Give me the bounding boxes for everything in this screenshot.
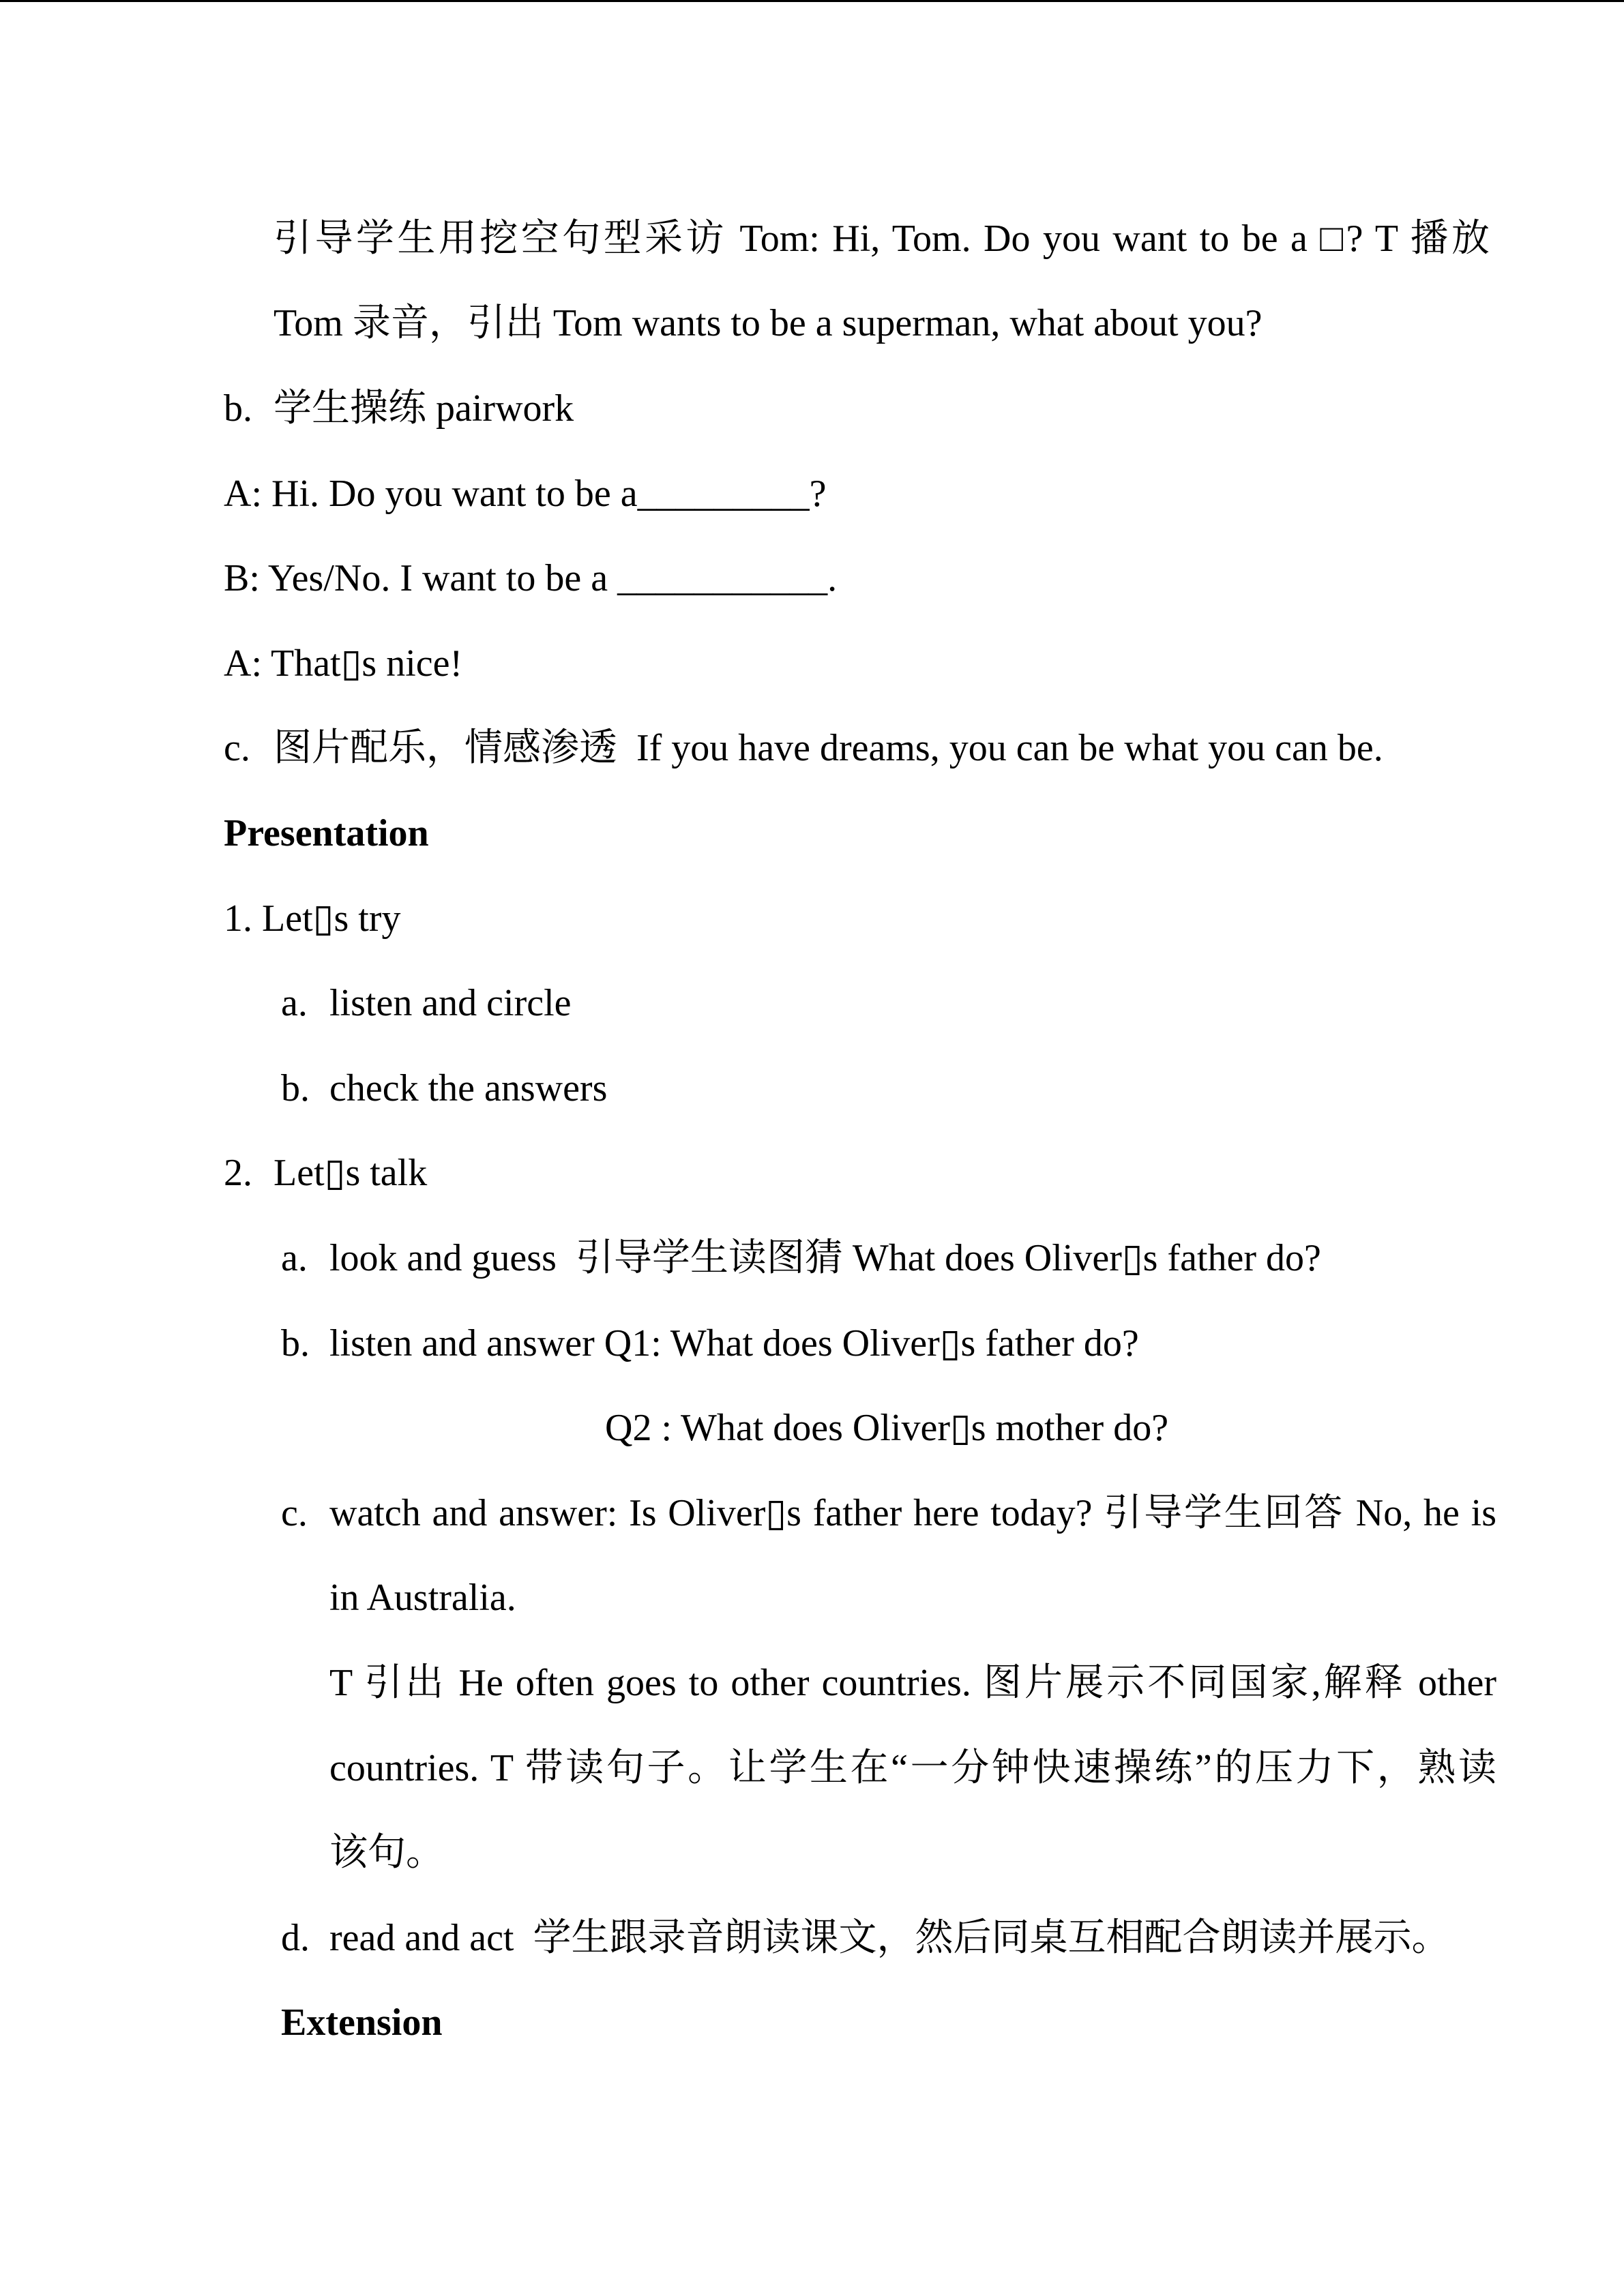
dialogue-text: B: Yes/No. I want to be a ___________. — [224, 557, 838, 600]
page-top-border — [0, 0, 1624, 2]
list-item-text: look and guess 引导学生读图猜 What does Oliver▯s father do? — [329, 1236, 1321, 1279]
list-item-label: b. — [281, 1067, 310, 1109]
list-item-text: T 引出 He often goes to other countries. 图片展示不同国家,解释 other — [329, 1661, 1496, 1704]
list-item-text: countries. T 带读句子。让学生在“一分钟快速操练”的压力下，熟读 — [329, 1746, 1496, 1789]
step2-item-c-line-4 — [0, 1726, 1624, 1811]
presentation-heading: Presentation — [224, 811, 429, 854]
list-item-text: listen and answer Q1: What does Oliver▯s father do? — [329, 1322, 1139, 1365]
step2-label: 2. — [224, 1152, 252, 1195]
dialogue-text: A: Hi. Do you want to be a_________? — [224, 472, 827, 515]
list-item-text: in Australia. — [329, 1577, 516, 1620]
list-item-label: a. — [281, 1236, 308, 1279]
dialogue-line-a1 — [0, 451, 1624, 537]
step2-item-d — [0, 1896, 1624, 1981]
step2-item-c-line-5 — [0, 1810, 1624, 1896]
extension-section — [0, 1980, 1624, 2066]
step1-item-a — [0, 961, 1624, 1046]
list-item-label: d. — [281, 1916, 310, 1959]
step2-item-b — [0, 1301, 1624, 1386]
pairwork-text: 学生操练 pairwork — [274, 387, 574, 430]
dialogue-line-a2 — [0, 621, 1624, 706]
step2-item-c — [0, 1471, 1624, 1556]
extension-heading: Extension — [281, 2001, 443, 2044]
step2-title: Let▯s talk — [274, 1152, 428, 1195]
intro-text-2: Tom 录音，引出 Tom wants to be a superman, what about you? — [274, 302, 1263, 345]
dialogue-text: A: That▯s nice! — [224, 642, 463, 685]
music-text: 图片配乐，情感渗透 If you have dreams, you can be what you can be. — [274, 727, 1383, 770]
step2-item-c-line-3 — [0, 1641, 1624, 1726]
step2-item-b-continuation — [0, 1386, 1624, 1471]
list-item-text: listen and circle — [329, 982, 572, 1025]
step2-item-c-line-2 — [0, 1555, 1624, 1641]
step1-title-line — [0, 876, 1624, 961]
list-item-label: b. — [281, 1322, 310, 1365]
dialogue-line-b — [0, 536, 1624, 621]
presentation-section — [0, 791, 1624, 876]
intro-line-2 — [0, 281, 1624, 366]
pairwork-item — [0, 366, 1624, 451]
step2-item-a — [0, 1216, 1624, 1301]
step1-item-b — [0, 1046, 1624, 1131]
list-item-text: 该句。 — [329, 1832, 444, 1875]
list-item-text: watch and answer: Is Oliver▯s father here today? 引导学生回答 No, he is — [329, 1491, 1496, 1534]
step1-title: 1. Let▯s try — [224, 897, 401, 940]
list-item-text: Q2 : What does Oliver▯s mother do? — [605, 1407, 1169, 1450]
list-item-label: c. — [281, 1491, 308, 1534]
pairwork-label: b. — [224, 387, 252, 430]
list-item-label: a. — [281, 982, 308, 1025]
intro-line-1 — [0, 196, 1624, 282]
list-item-text: read and act 学生跟录音朗读课文，然后同桌互相配合朗读并展示。 — [329, 1916, 1450, 1959]
step2-title-line — [0, 1131, 1624, 1216]
intro-text-1: 引导学生用挖空句型采访 Tom: Hi, Tom. Do you want to be a □? T 播放 — [274, 217, 1490, 260]
music-label: c. — [224, 727, 250, 770]
music-item — [0, 706, 1624, 791]
list-item-text: check the answers — [329, 1067, 608, 1109]
